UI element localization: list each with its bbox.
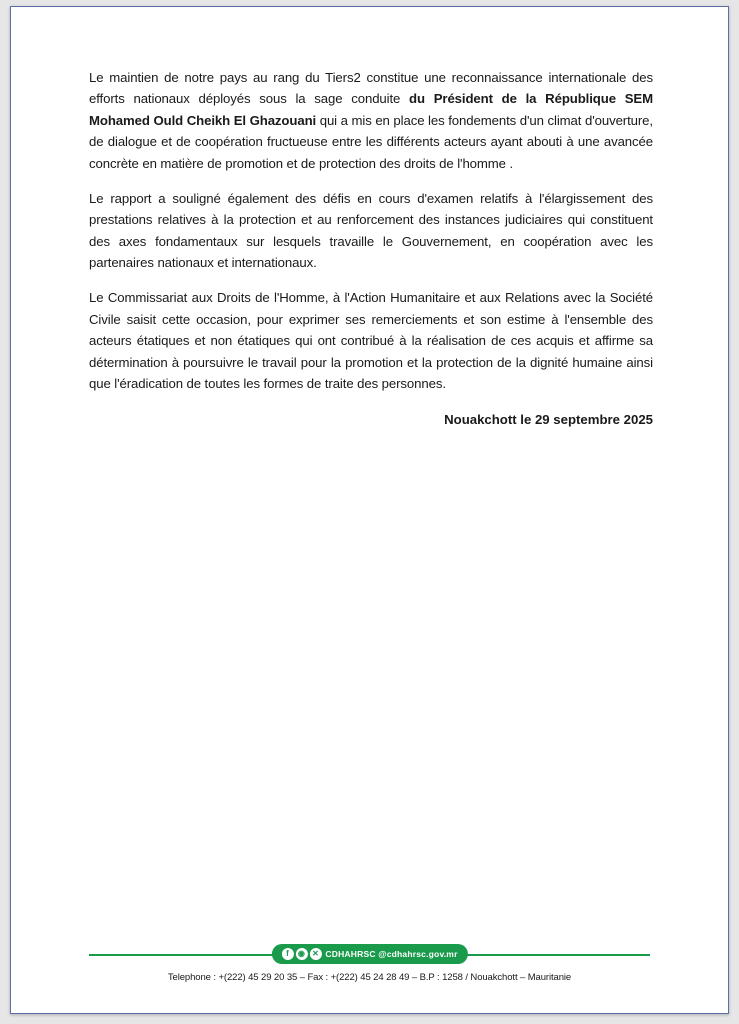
paragraph-2 <box>89 188 653 274</box>
twitter-icon[interactable]: ✕ <box>309 948 321 960</box>
paragraph-2-run-1: Le rapport a souligné également des défis en cours d'examen relatifs à l'élargissement des prestations relatives à la protection et au renforcement des instances judiciaires qui constituent des axes fondamentaux sur lesquels travaille le Gouvernement, en coopération avec les partenaires nationaux et internationaux. <box>89 190 653 270</box>
social-badge <box>271 944 467 964</box>
social-handles: CDHAHRSC @cdhahrsc.gov.mr <box>325 949 458 959</box>
footer-contact-line: Telephone : +(222) 45 29 20 35 – Fax : +(222) 45 24 28 49 – B.P : 1258 / Nouakchott – Mauritanie <box>167 972 572 983</box>
paragraph-1-run-2-bold: du Président de la République SEM Mohamed Ould Cheikh El Ghazouani <box>89 91 653 128</box>
instagram-icon[interactable]: ◉ <box>295 948 307 960</box>
paragraph-1-run-1: Le maintien de notre pays au rang du Tiers2 constitue une reconnaissance internationale des efforts nationaux déployés sous la sage conduite <box>89 70 653 107</box>
paragraph-1 <box>89 67 653 174</box>
document-page <box>10 6 729 1014</box>
paragraph-1-run-3: qui a mis en place les fondements d'un climat d'ouverture, de dialogue et de coopération fructueuse entre les différents acteurs ayant abouti à une avancée concrète en matière de promotion et de protection des droits de l'homme . <box>89 112 653 171</box>
social-icon-group <box>281 948 321 960</box>
document-body <box>89 67 653 427</box>
paragraph-3-run-1: Le Commissariat aux Droits de l'Homme, à l'Action Humanitaire et aux Relations avec la Société Civile saisit cette occasion, pour exprimer ses remerciements et son estime à l'ensemble des acteurs étatiques et non étatiques qui ont contribué à la réalisation de ces acquis et affirme sa détermination à poursuivre le travail pour la promotion et la protection de la dignité humaine ainsi que l'éradication de toutes les formes de traite des personnes. <box>89 290 653 391</box>
page-footer <box>11 944 728 983</box>
footer-rule-wrap <box>89 944 650 964</box>
paragraph-3 <box>89 287 653 394</box>
signature-line: Nouakchott le 29 septembre 2025 <box>444 412 653 428</box>
facebook-icon[interactable]: f <box>281 948 293 960</box>
